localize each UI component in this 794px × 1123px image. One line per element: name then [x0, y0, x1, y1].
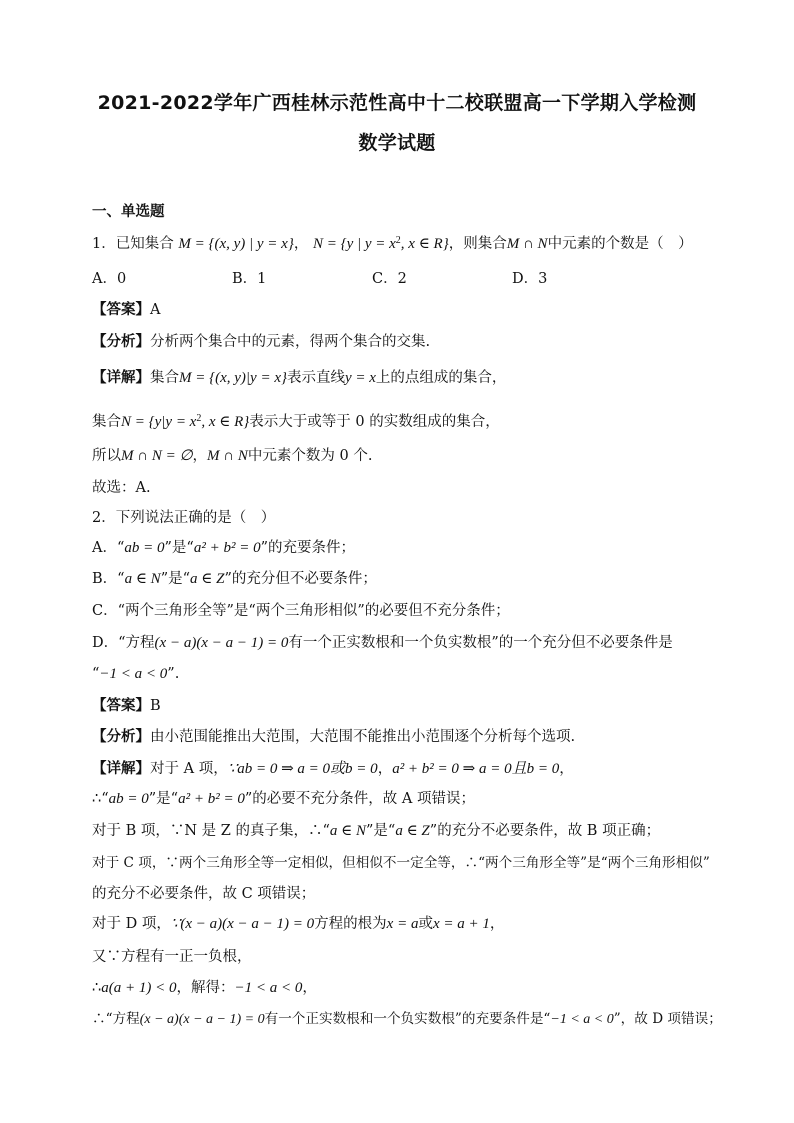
- text: 或: [418, 916, 433, 932]
- answer-value: B: [150, 698, 161, 714]
- text: 已知集合: [115, 236, 174, 252]
- math-set-n: N = {y | y = x: [312, 236, 396, 252]
- math: a ∈ Z: [395, 823, 430, 839]
- math: x = a + 1: [432, 916, 490, 932]
- text: 中元素的个数是（ ）: [547, 236, 693, 252]
- text: 有一个正实数根和一个负实数根”的一个充分但不必要条件是: [288, 635, 673, 651]
- analysis-text: 由小范围能推出大范围，大范围不能推出小范围逐个分析每个选项.: [150, 729, 576, 745]
- math: M ∩ N: [207, 448, 248, 464]
- text: ∴“: [92, 791, 109, 807]
- question-1-analysis: [92, 332, 712, 352]
- text: ”的充分但不必要条件；: [224, 571, 377, 587]
- option-c: C．2: [372, 271, 407, 287]
- math: M ∩ N = ∅: [121, 448, 193, 464]
- question-1-detail-4: 故选：A.: [92, 480, 151, 496]
- text: 集合: [92, 414, 121, 430]
- text: 中元素个数为 0 个.: [247, 448, 373, 464]
- text: ，: [293, 236, 309, 252]
- text: ”，故 D 项错误；: [613, 1011, 722, 1027]
- question-2-option-d-cont: [92, 664, 712, 684]
- text: ”是“: [164, 540, 194, 556]
- math: M = {(x, y)|y = x}: [179, 370, 287, 386]
- math: ab = 0: [124, 540, 165, 556]
- math: (x − a)(x − a − 1) = 0: [154, 635, 289, 651]
- question-2-stem: 2．下列说法正确的是（ ）: [92, 510, 276, 526]
- detail-tag: 【详解】: [92, 761, 150, 777]
- text: ，: [302, 980, 317, 996]
- question-2-option-c: C．“两个三角形全等”是“两个三角形相似”的必要但不充分条件；: [92, 603, 510, 619]
- math: , x ∈ R}: [201, 414, 250, 430]
- detail-tag: 【详解】: [92, 370, 150, 386]
- document-subtitle: 数学试题: [358, 132, 436, 154]
- superscript: 2: [196, 413, 202, 424]
- text: 有一个正实数根和一个负实数根”的充要条件是“: [264, 1011, 551, 1027]
- math: N = {y|y = x: [121, 414, 197, 430]
- text: ”是“: [366, 823, 396, 839]
- math: y = x: [344, 370, 376, 386]
- question-1-detail-1: [92, 368, 712, 388]
- math: x = a: [386, 916, 419, 932]
- text: B．“: [92, 571, 125, 587]
- math: −1 < a < 0: [99, 666, 168, 682]
- question-2-option-a: [92, 538, 712, 558]
- math-set-n-tail: , x ∈ R}: [400, 236, 449, 252]
- text: ”的充要条件；: [260, 540, 356, 556]
- text: 表示直线: [286, 370, 345, 386]
- text: 对于 A 项，: [150, 761, 228, 777]
- question-1-answer: [92, 300, 712, 320]
- analysis-tag: 【分析】: [92, 729, 150, 745]
- math: −1 < a < 0: [550, 1012, 614, 1027]
- math: a² + b² = 0: [178, 791, 245, 807]
- math: ∵(x − a)(x − a − 1) = 0: [170, 916, 315, 932]
- text: ”是“: [160, 571, 191, 587]
- question-1-detail-3: [92, 446, 712, 466]
- question-1-detail-2: [92, 409, 712, 432]
- answer-tag: 【答案】: [92, 698, 150, 714]
- text: ∴: [92, 980, 102, 996]
- math: a² + b² = 0: [193, 540, 261, 556]
- text: 所以: [92, 448, 121, 464]
- analysis-tag: 【分析】: [92, 334, 150, 350]
- text: ”.: [167, 666, 180, 682]
- text: ”的必要不充分条件，故 A 项错误；: [244, 791, 475, 807]
- question-2-detail-8: [92, 978, 712, 998]
- text: ，: [377, 761, 393, 777]
- math: −1 < a < 0: [234, 980, 303, 996]
- math-intersection: M ∩ N: [506, 236, 548, 252]
- question-2-detail-6: [92, 914, 712, 934]
- answer-tag: 【答案】: [92, 302, 150, 318]
- question-2-answer: [92, 696, 712, 716]
- text: ，解得：: [176, 980, 235, 996]
- option-d: D．3: [512, 271, 548, 287]
- section-heading: 一、单选题: [92, 204, 165, 220]
- question-2-detail-2: [92, 789, 712, 809]
- question-2-option-d: [92, 633, 712, 653]
- text: ，: [559, 761, 574, 777]
- question-2-detail-1: [92, 759, 712, 779]
- question-2-detail-9: [92, 1009, 722, 1030]
- text: ，: [192, 448, 208, 464]
- question-2-analysis: [92, 727, 712, 747]
- text: D．“方程: [92, 635, 155, 651]
- question-2-detail-7: 又∵方程有一正一负根，: [92, 949, 252, 965]
- math: a ∈ Z: [190, 571, 225, 587]
- math: a ∈ N: [329, 823, 366, 839]
- question-2-option-b: [92, 569, 712, 589]
- text: 对于 B 项，∵N 是 Z 的真子集，∴“: [92, 823, 330, 839]
- math: a ∈ N: [124, 571, 161, 587]
- text: 对于 D 项，: [92, 916, 171, 932]
- math: a(a + 1) < 0: [101, 980, 177, 996]
- text: ”是“: [148, 791, 179, 807]
- math: ab = 0: [108, 791, 149, 807]
- question-2-detail-5: 的充分不必要条件，故 C 项错误；: [92, 886, 316, 902]
- text: ∴“方程: [92, 1011, 140, 1027]
- text: ”的充分不必要条件，故 B 项正确；: [429, 823, 661, 839]
- text: ，则集合: [448, 236, 507, 252]
- question-1-stem: [92, 231, 712, 254]
- question-2-detail-3: [92, 821, 712, 841]
- text: 方程的根为: [314, 916, 387, 932]
- text: 表示大于或等于 0 的实数组成的集合，: [249, 414, 500, 430]
- math: a² + b² = 0 ⇒ a = 0且b = 0: [392, 761, 560, 777]
- option-b: B．1: [232, 271, 267, 287]
- document-title: 2021-2022学年广西桂林示范性高中十二校联盟高一下学期入学检测: [97, 92, 697, 114]
- math: (x − a)(x − a − 1) = 0: [139, 1012, 265, 1027]
- analysis-text: 分析两个集合中的元素，得两个集合的交集.: [150, 334, 431, 350]
- math-set-m: M = {(x, y) | y = x}: [178, 236, 294, 252]
- text: 上的点组成的集合，: [375, 370, 507, 386]
- option-a: A．0: [92, 271, 127, 287]
- question-number: 1．: [92, 236, 116, 252]
- answer-value: A: [150, 302, 161, 318]
- question-2-detail-4: 对于 C 项，∵两个三角形全等一定相似，但相似不一定全等，∴“两个三角形全等”是“两个三角形相似”: [92, 855, 710, 871]
- text: 集合: [150, 370, 179, 386]
- text: “: [92, 666, 100, 682]
- question-1-options: [92, 269, 712, 289]
- text: ，: [489, 916, 505, 932]
- text: A．“: [92, 540, 125, 556]
- superscript: 2: [395, 235, 401, 246]
- math: ∵ab = 0 ⇒ a = 0或b = 0: [227, 761, 378, 777]
